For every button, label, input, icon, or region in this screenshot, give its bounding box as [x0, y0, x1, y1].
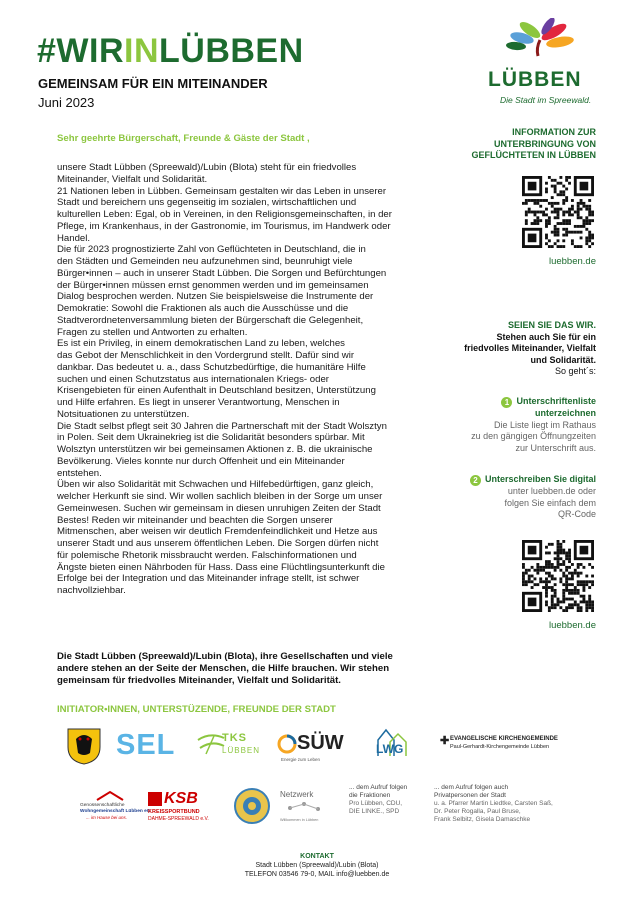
coat-of-arms-icon — [66, 727, 102, 765]
tks-subtitle: LÜBBEN — [222, 746, 261, 755]
letter-line: Üben wir also Solidarität mit Schwachen und Hilfebedürftigen, ganz gleich, — [57, 479, 374, 491]
netzwerk-network-icon — [284, 801, 324, 815]
wg-line-1: Genossenschaftliche — [80, 803, 125, 808]
step-2-text: folgen Sie einfach dem — [504, 497, 596, 508]
step-1-title: Unterschriftenliste — [516, 396, 596, 406]
step-2-number-icon: 2 — [470, 475, 481, 486]
netzwerk-logo — [280, 790, 330, 830]
qr-code-signature[interactable] — [522, 540, 594, 612]
tks-logo — [196, 728, 266, 766]
letter-line: kulturellen Leben: Egal, ob in Vereinen, in den Religionsgemeinschaften, in der — [57, 209, 392, 220]
cta-line: friedvolles Miteinander, Vielfalt — [464, 343, 596, 353]
issue-date: Juni 2023 — [38, 95, 95, 110]
letter-line: welcher Herkunft sie sind. Wir wollen sachlich bleiben in der Sorge um unser — [57, 491, 383, 502]
step-1-number-icon: 1 — [501, 397, 512, 408]
hashtag-part-1: #WIR — [37, 32, 124, 70]
letter-line: Wolsztyn unterstützen wir bei gemeinsamen Aktionen z. B. die ukrainische — [57, 444, 373, 455]
letter-greeting: Sehr geehrte Bürgerschaft, Freunde & Gäste der Stadt , — [57, 133, 310, 144]
ksb-logo — [148, 792, 218, 826]
qr-code-info[interactable] — [522, 176, 594, 248]
letter-line: entstehen. — [57, 467, 102, 479]
ksb-title: KSB — [164, 790, 198, 807]
cta-heading: SEIEN SIE DAS WIR. — [507, 320, 596, 330]
fraktionen-line: ... dem Aufruf folgen — [349, 784, 408, 791]
fraktionen-line: Pro Lübben, CDU, — [349, 800, 403, 807]
step-2-text: unter luebben.de oder — [507, 486, 596, 496]
privat-line: u. a. Pfarrer Martin Liedtke, Carsten Saß, — [434, 800, 553, 807]
letter-line: unsere Stadt Lübben (Spreewald)/Lubin (Blota) steht für ein friedvolles — [57, 162, 357, 173]
cta-line: und Solidarität. — [530, 354, 596, 365]
letter-line: nachvollziehbar. — [57, 585, 126, 596]
closing-line: Die Stadt Lübben (Spreewald)/Lubin (Blota), ihre Gesellschaften und viele — [57, 651, 393, 662]
campaign-hashtag — [37, 34, 304, 68]
cta-line: Stehen auch Sie für ein — [496, 331, 596, 342]
contact-phone-mail: TELEFON 03546 79-0, MAIL info@luebben.de — [244, 871, 390, 878]
letter-line: unserer Stadt und aus unserem öffentlichen Leben. Die Sorgen dürfen nicht — [57, 538, 379, 549]
step-1 — [471, 396, 596, 454]
step-1-text: zur Unterschrift aus. — [515, 442, 596, 453]
letter-line: Krisengebieten für einen Aufenthalt in Deutschland besitzen, Unterstützung — [57, 385, 376, 397]
suw-logo — [277, 730, 347, 768]
closing-line: gemeinsam für friedvolles Miteinander, Vielfalt und Solidarität. — [57, 674, 341, 686]
fraktionen-line: die Fraktionen — [349, 792, 391, 799]
letter-closing — [57, 651, 415, 686]
cross-icon: ✚ — [440, 735, 450, 747]
privat-line: Frank Selbitz, Gisela Damaschke — [434, 816, 531, 823]
privatpersonen-note — [434, 784, 553, 824]
page-subtitle: GEMEINSAM FÜR EIN MITEINANDER — [38, 76, 268, 91]
ksb-sub-1: KREISSPORTBUND — [148, 809, 200, 815]
hashtag-part-2: IN — [124, 32, 159, 70]
letter-line: Es ist ein Privileg, in einem demokratischen Land zu leben, welches — [57, 338, 345, 350]
contact-address: Stadt Lübben (Spreewald)/Lubin (Blota) — [255, 862, 379, 869]
letter-line: in Polen. Seit dem Ukrainekrieg ist die Solidarität besonders spürbar. Mit — [57, 432, 365, 444]
suw-swirl-icon — [277, 734, 297, 754]
fraktionen-note — [349, 784, 407, 816]
wg-line-3: ... im Hause bei uns. — [86, 815, 128, 820]
letter-line: Erfolge bei der Integration und das Miteinander infrage stellt, ist schwer — [57, 573, 360, 585]
netzwerk-title: Netzwerk — [280, 790, 314, 799]
letter-line: Die für 2023 prognostizierte Zahl von Geflüchteten in Deutschland, die in — [57, 244, 366, 256]
step-1-text: zu den gängigen Öffnungzeiten — [471, 431, 596, 441]
letter-line: Die Stadt selbst pflegt seit 30 Jahren die Partnerschaft mit der Stadt Wolsztyn — [57, 420, 387, 432]
fraktionen-line: DIE LINKE., SPD — [349, 808, 400, 815]
letter-line: Bestes! Reden wir miteinander und beachten die Sorgen unserer — [57, 514, 333, 526]
wg-roof-icon — [95, 790, 125, 802]
dragonfly-icon — [478, 18, 608, 68]
letter-line: Bevölkerung. Vieles konnte nur durch Offenheit und ein Miteinander — [57, 455, 345, 467]
city-logo — [478, 18, 608, 110]
circle-emblem-icon — [233, 787, 271, 825]
step-2 — [470, 474, 596, 521]
lwg-logo — [372, 726, 412, 764]
letter-line: Notsituationen zu unterstützen. — [57, 408, 190, 420]
ksb-emblem-icon — [148, 792, 162, 806]
letter-body — [57, 162, 415, 597]
privat-line: ... dem Aufruf folgen auch — [434, 784, 509, 791]
closing-line: andere stehen an der Seite der Menschen, die Hilfe brauchen. Wir stehen — [57, 662, 390, 674]
signature-link[interactable]: luebben.de — [548, 620, 596, 631]
logo-wordmark: LÜBBEN — [488, 68, 582, 91]
sel-logo: SEL — [116, 729, 176, 761]
letter-line: Stadt und bereichern uns gegenseitig im sozialen, wirtschaftlichen und — [57, 197, 357, 209]
letter-line: Dialog besprochen werden. Nutzen Sie beispielsweise die Instrumente der — [57, 291, 374, 303]
letter-line: Pflege, im Krankenhaus, in der Gastronomie, im Tourismus, im Handwerk oder — [57, 220, 391, 232]
ksb-sub-2: DAHME-SPREEWALD e.V. — [148, 816, 209, 822]
step-2-text: QR-Code — [557, 509, 596, 519]
church-title: EVANGELISCHE KIRCHENGEMEINDE — [450, 736, 558, 742]
info-heading-line: UNTERBRINGUNG VON — [493, 138, 596, 149]
letter-line: Stadtverordnetenversammlung bieten der Bürgerschaft die Gelegenheit, — [57, 314, 364, 326]
privat-line: Privatpersonen der Stadt — [434, 792, 506, 799]
netzwerk-subtitle: Willkommen in Lübben — [280, 818, 319, 822]
info-link[interactable]: luebben.de — [548, 256, 596, 267]
step-1-text: Die Liste liegt im Rathaus — [493, 419, 596, 430]
letter-line: Gemeinwesen. Suchen wir gemeinsam in diesen unruhigen Zeiten der Stadt — [57, 502, 381, 514]
letter-line: Bürger•innen – auch in unserer Stadt Lübben. Die Sorgen und Befürchtungen — [57, 267, 387, 279]
letter-line: Fragen zu stellen und Antworten zu erhalten. — [57, 326, 248, 338]
letter-line: Mitmenschen, aber weisen wir deutlich Fremdenfeindlichkeit und Hetze aus — [57, 526, 378, 538]
wg-logo — [80, 790, 151, 830]
letter-line: Miteinander, Vielfalt und Solidarität. — [57, 173, 208, 185]
contact-heading: KONTAKT — [300, 853, 334, 860]
church-subtitle: Paul-Gerhardt-Kirchengemeinde Lübben — [450, 744, 550, 750]
letter-line: Ängste bieten einen Nährboden für Hass. Dass eine Flüchtlingsunterkunft die — [57, 561, 385, 573]
letter-line: den Städten und Gemeinden neu aufzunehmen sind, beunruhigt viele — [57, 256, 353, 267]
cta-howto: So geht´s: — [554, 366, 596, 376]
letter-line: suchen und einen Schutzstatus aus internationalen Kriegs- oder — [57, 373, 329, 385]
step-2-title: Unterschreiben Sie digital — [484, 474, 596, 484]
suw-title: SÜW — [297, 732, 344, 754]
letter-line: 21 Nationen leben in Lübben. Gemeinsam gestalten wir das Leben in unserer — [57, 185, 387, 197]
letter-line: Handel. — [57, 232, 91, 244]
step-1-title-line: unterzeichnen — [534, 408, 596, 418]
info-heading-line: GEFLÜCHTETEN IN LÜBBEN — [471, 150, 596, 160]
contact-block — [0, 852, 634, 879]
tks-title: TKS — [222, 732, 247, 744]
call-to-action — [464, 320, 596, 378]
suw-subtitle: Energie zum Leben — [281, 757, 321, 762]
hashtag-part-3: LÜBBEN — [159, 32, 304, 70]
letter-line: und Hilfe erfahren. Es liegt in unserer Verantwortung, Menschen in — [57, 397, 340, 408]
letter-line: dankbar. Das bedeutet u. a., dass Schutzbedürftige, die humanitäre Hilfe — [57, 361, 366, 373]
letter-line: der Bürger•innen müssen ernst genommen werden und im gemeinsamen — [57, 279, 369, 291]
letter-line: Demokratie: Sowohl die Fraktionen als auch die Ausschüsse und die — [57, 303, 349, 314]
logo-tagline: Die Stadt im Spreewald. — [500, 95, 592, 105]
letter-line: für polemische Rhetorik missbraucht werden. Falschinformationen und — [57, 549, 357, 561]
info-heading-line: INFORMATION ZUR — [512, 127, 596, 137]
info-heading — [472, 127, 597, 162]
lwg-title: LWG — [376, 742, 404, 756]
letter-line: das Gebot der Menschlichkeit in den Vordergrund stellt. Dafür sind wir — [57, 350, 355, 361]
privat-line: Dr. Peter Rogalla, Paul Bruse, — [434, 808, 521, 815]
wg-line-2: Wohngemeinschaft Lübben eG — [80, 809, 151, 814]
initiators-heading: INITIATOR•INNEN, UNTERSTÜZENDE, FREUNDE DER STADT — [57, 704, 336, 715]
